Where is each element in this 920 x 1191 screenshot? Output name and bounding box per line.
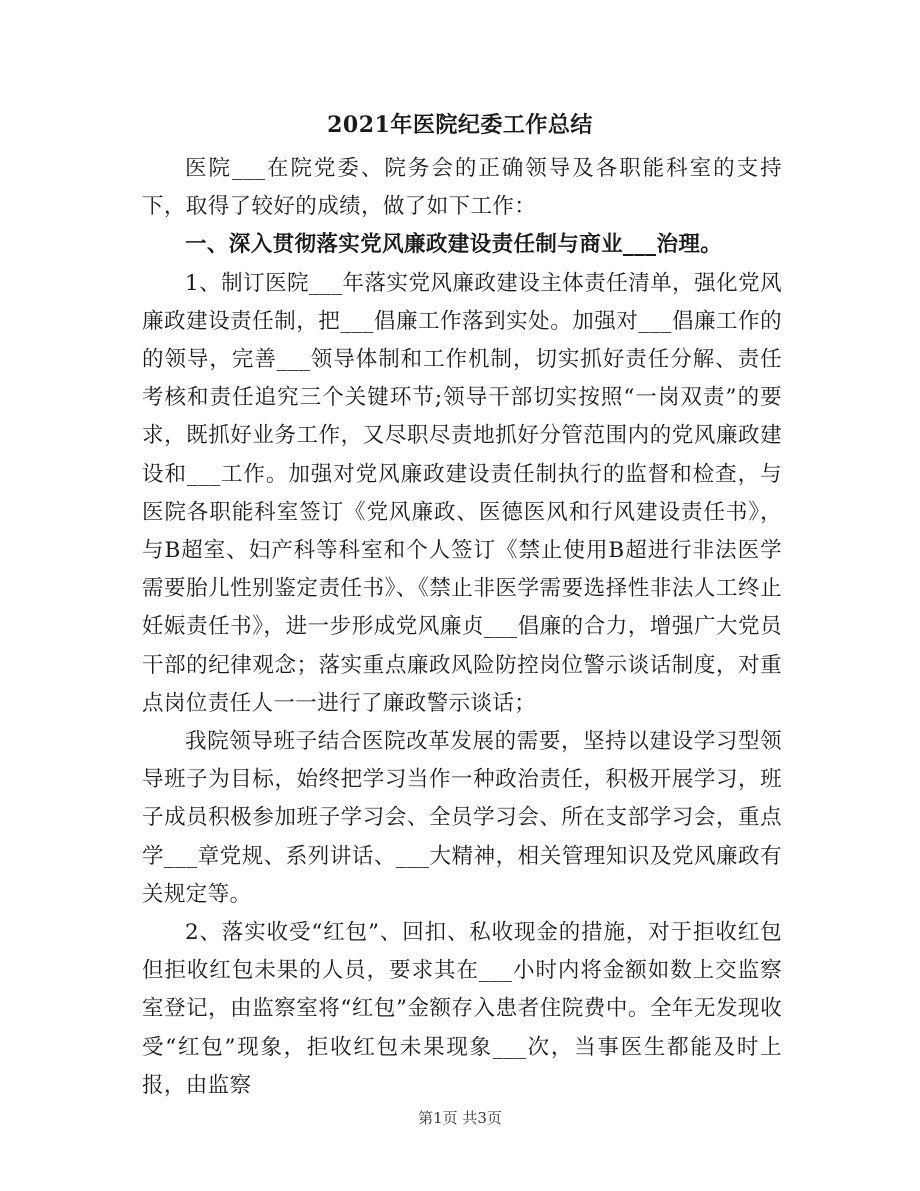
paragraph-leadership-study: 我院领导班子结合医院改革发展的需要，坚持以建设学习型领导班子为目标，始终把学习当作一种政治责任，积极开展学习，班子成员积极参加班子学习会、全员学习会、所在支部学习会，重点学___章党规、系列讲话、___大精神，相关管理知识及党风廉政有关规定等。: [142, 729, 782, 907]
intro-paragraph: 医院___在院党委、院务会的正确领导及各职能科室的支持下，取得了较好的成绩，做了如下工作：: [142, 156, 782, 220]
section-heading-1: 一、深入贯彻落实党风廉政建设责任制与商业___治理。: [185, 232, 723, 258]
page-number-footer: 第1页 共3页: [418, 1109, 502, 1127]
paragraph-item-2: 2、落实收受“红包”、回扣、私收现金的措施，对于拒收红包但拒收红包未果的人员，要求其在___小时内将金额如数上交监察室登记，由监察室将“红包”金额存入患者住院费中。全年无发现收受“红包”现象，拒收红包未果现象___次，当事医生都能及时上报，由监察: [142, 920, 782, 1098]
document-body: [142, 150, 782, 1105]
paragraph-item-1: 1、制订医院___年落实党风廉政建设主体责任清单，强化党风廉政建设责任制，把___倡廉工作落到实处。加强对___倡廉工作的的领导，完善___领导体制和工作机制，切实抓好责任分解、责任考核和责任追究三个关键环节;领导干部切实按照“一岗双责”的要求，既抓好业务工作，又尽职尽责地抓好分管范围内的党风廉政建设和___工作。加强对党风廉政建设责任制执行的监督和检查，与医院各职能科室签订《党风廉政、医德医风和行风建设责任书》，与B超室、妇产科等科室和个人签订《禁止使用B超进行非法医学需要胎儿性别鉴定责任书》、《禁止非医学需要选择性非法人工终止妊娠责任书》，进一步形成党风廉贞___倡廉的合力，增强广大党员干部的纪律观念；落实重点廉政风险防控岗位警示谈话制度，对重点岗位责任人一一进行了廉政警示谈话；: [142, 270, 782, 716]
document-title: 2021年医院纪委工作总结: [327, 112, 593, 138]
